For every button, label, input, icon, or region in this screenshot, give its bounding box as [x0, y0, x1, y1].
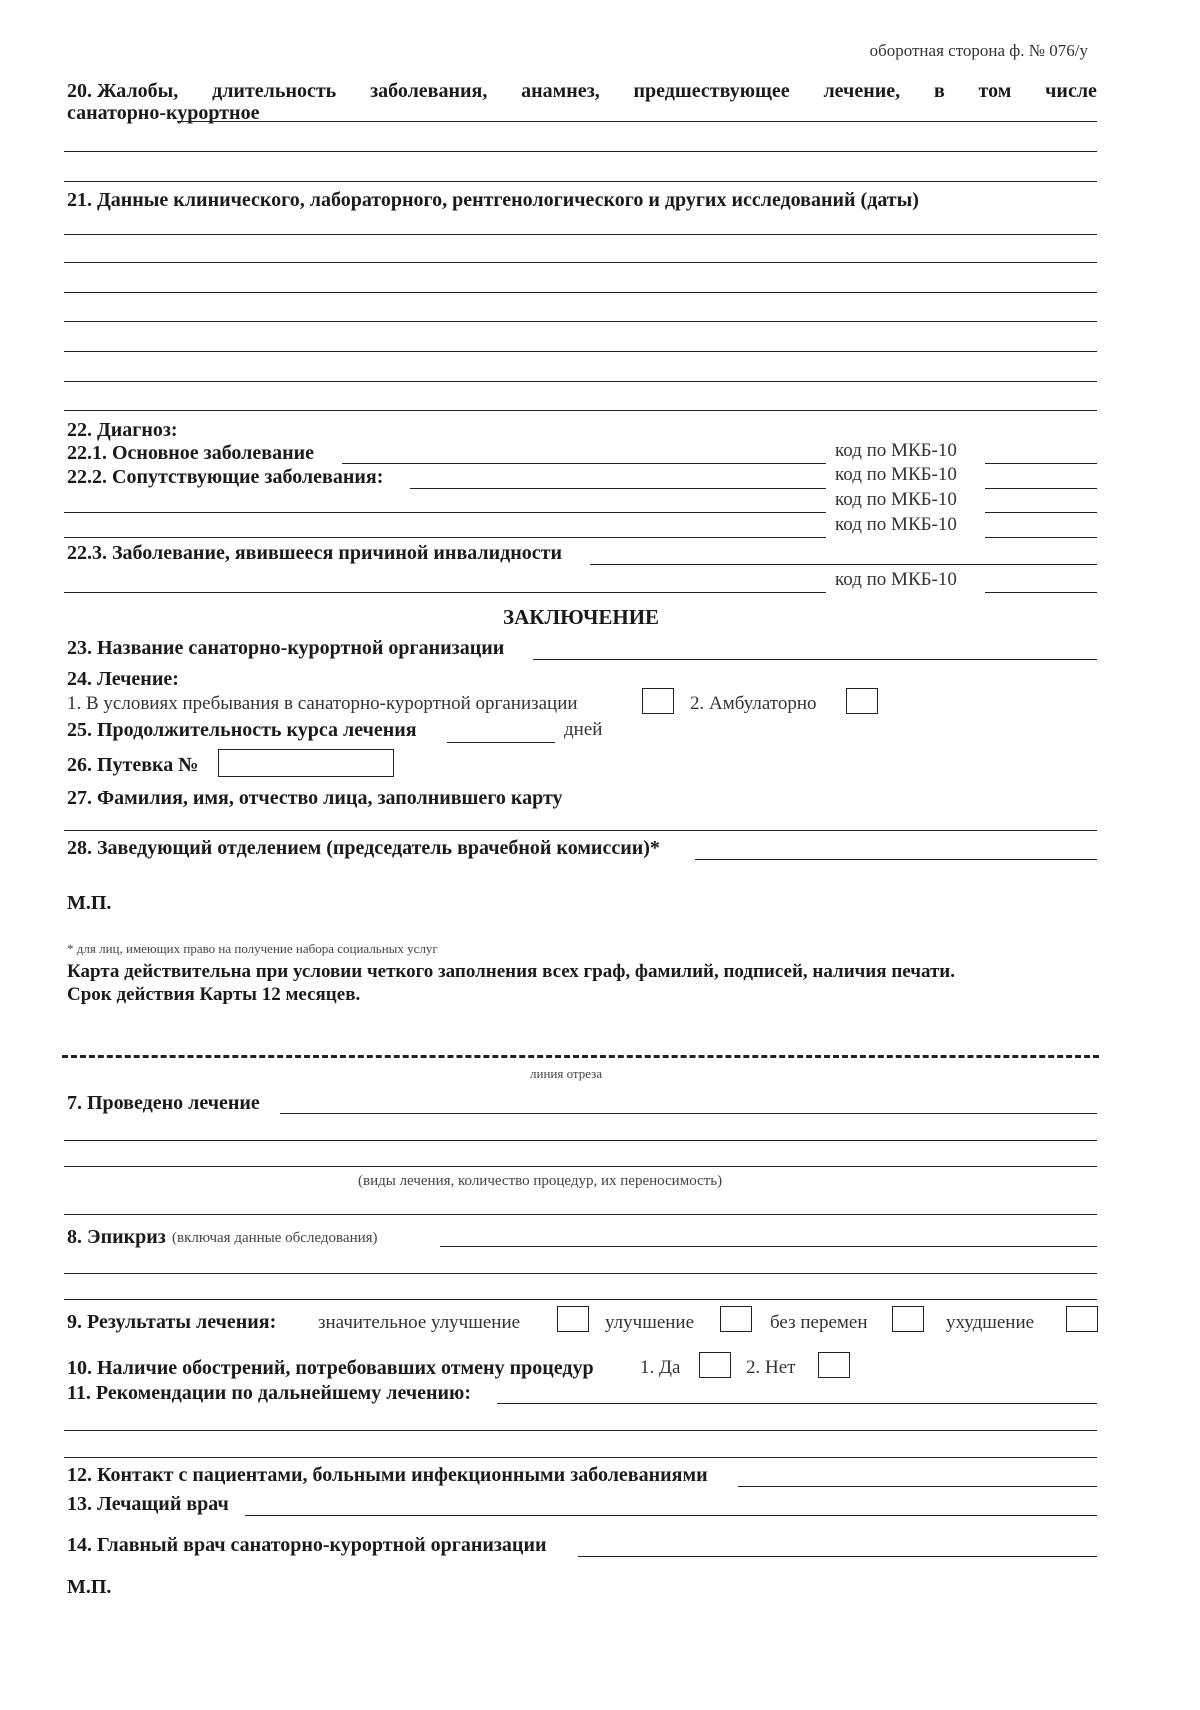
footnote: * для лиц, имеющих право на получение набора социальных услуг: [67, 941, 438, 956]
s9-option-no-change: без перемен: [770, 1312, 868, 1333]
s10-option-no: 2. Нет: [746, 1357, 796, 1378]
s11-label: 11. Рекомендации по дальнейшему лечению:: [67, 1382, 471, 1404]
s7-fill-line[interactable]: [64, 1166, 1097, 1167]
s12-label: 12. Контакт с пациентами, больными инфекционными заболеваниями: [67, 1464, 708, 1486]
s22-2-fill-line[interactable]: [410, 488, 826, 489]
s11-fill-line[interactable]: [64, 1430, 1097, 1431]
s7-note: (виды лечения, количество процедур, их переносимость): [358, 1173, 723, 1189]
s20-fill-line[interactable]: [64, 151, 1097, 152]
separator-line: [64, 1214, 1097, 1215]
s20-word: заболевания,: [370, 80, 488, 102]
s11-fill-line[interactable]: [497, 1403, 1097, 1404]
stamp-mark: М.П.: [67, 892, 112, 914]
s20-word: лечение,: [823, 80, 901, 102]
s10-label: 10. Наличие обострений, потребовавших отмену процедур: [67, 1357, 594, 1379]
s9-option-significant: значительное улучшение: [318, 1312, 521, 1333]
s8-fill-line[interactable]: [440, 1246, 1097, 1247]
s21-fill-line[interactable]: [64, 262, 1097, 263]
s20-word: в: [933, 80, 945, 102]
s22-heading: 22. Диагноз:: [67, 419, 178, 441]
s10-option-yes: 1. Да: [640, 1357, 681, 1378]
s20-heading-line: [67, 80, 1097, 103]
s20-word: предшествующее: [633, 80, 790, 102]
s26-label: 26. Путевка №: [67, 754, 199, 776]
s20-word: длительность: [212, 80, 337, 102]
s13-signature-line[interactable]: [245, 1515, 1097, 1516]
s22-2-fill-line[interactable]: [64, 537, 826, 538]
s21-fill-line[interactable]: [64, 292, 1097, 293]
s24-outpatient-checkbox[interactable]: [846, 688, 878, 714]
s24-option-sanatorium: 1. В условиях пребывания в санаторно-курортной организации: [67, 693, 578, 714]
icd-code-label: код по МКБ-10: [835, 489, 957, 510]
s21-heading: 21. Данные клинического, лабораторного, рентгенологического и других исследований (даты): [67, 189, 919, 211]
icd-code-label: код по МКБ-10: [835, 464, 957, 485]
s23-label: 23. Название санаторно-курортной организации: [67, 637, 505, 659]
s21-fill-line[interactable]: [64, 234, 1097, 235]
s10-yes-checkbox[interactable]: [699, 1352, 731, 1378]
s22-2-label: 22.2. Сопутствующие заболевания:: [67, 466, 384, 488]
s9-no-change-checkbox[interactable]: [892, 1306, 924, 1332]
s9-worse-checkbox[interactable]: [1066, 1306, 1098, 1332]
s22-2-fill-line[interactable]: [64, 512, 826, 513]
s24-sanatorium-checkbox[interactable]: [642, 688, 674, 714]
icd-code-field[interactable]: [985, 592, 1097, 593]
s21-fill-line[interactable]: [64, 381, 1097, 382]
s22-1-fill-line[interactable]: [342, 463, 826, 464]
s23-fill-line[interactable]: [533, 659, 1097, 660]
s20-word: числе: [1045, 80, 1097, 102]
cut-line: [62, 1055, 1099, 1058]
s14-label: 14. Главный врач санаторно-курортной организации: [67, 1534, 547, 1556]
s22-3-label: 22.3. Заболевание, явившееся причиной инвалидности: [67, 542, 563, 564]
s13-label: 13. Лечащий врач: [67, 1493, 229, 1515]
s10-no-checkbox[interactable]: [818, 1352, 850, 1378]
s8-note: (включая данные обследования): [172, 1230, 378, 1246]
s25-label: 25. Продолжительность курса лечения: [67, 719, 417, 741]
form-side-note: оборотная сторона ф. № 076/у: [869, 41, 1088, 60]
stamp-mark: М.П.: [67, 1576, 112, 1598]
icd-code-label: код по МКБ-10: [835, 440, 957, 461]
s7-fill-line[interactable]: [64, 1140, 1097, 1141]
validity-note: Карта действительна при условии четкого заполнения всех граф, фамилий, подписей, наличия печати.: [67, 961, 955, 982]
s7-label: 7. Проведено лечение: [67, 1092, 260, 1114]
s14-signature-line[interactable]: [578, 1556, 1097, 1557]
icd-code-field[interactable]: [985, 537, 1097, 538]
icd-code-field[interactable]: [985, 463, 1097, 464]
s20-word: 20. Жалобы,: [67, 80, 179, 102]
s27-fill-line[interactable]: [64, 830, 1097, 831]
s9-option-worse: ухудшение: [946, 1312, 1035, 1333]
s20-fill-line[interactable]: [64, 181, 1097, 182]
s21-fill-line[interactable]: [64, 410, 1097, 411]
s8-fill-line[interactable]: [64, 1273, 1097, 1274]
s12-fill-line[interactable]: [738, 1486, 1097, 1487]
s8-label: 8. Эпикриз: [67, 1226, 166, 1248]
s7-fill-line[interactable]: [280, 1113, 1097, 1114]
s22-3-fill-line[interactable]: [64, 592, 826, 593]
s8-fill-line[interactable]: [64, 1299, 1097, 1300]
s20-word: анамнез,: [521, 80, 600, 102]
s26-voucher-number-field[interactable]: [218, 749, 394, 777]
s22-1-label: 22.1. Основное заболевание: [67, 442, 314, 464]
s9-improvement-checkbox[interactable]: [720, 1306, 752, 1332]
s21-fill-line[interactable]: [64, 351, 1097, 352]
s20-fill-line[interactable]: [177, 121, 1097, 122]
s24-label: 24. Лечение:: [67, 668, 179, 690]
conclusion-title: ЗАКЛЮЧЕНИЕ: [503, 605, 660, 629]
icd-code-label: код по МКБ-10: [835, 569, 957, 590]
s25-days-field[interactable]: [447, 742, 555, 743]
s22-3-fill-line[interactable]: [590, 564, 1097, 565]
s20-word: том: [978, 80, 1012, 102]
icd-code-field[interactable]: [985, 488, 1097, 489]
icd-code-field[interactable]: [985, 512, 1097, 513]
s20-heading-cont: санаторно-курортное: [67, 102, 260, 124]
s9-option-improvement: улучшение: [605, 1312, 695, 1333]
s9-label: 9. Результаты лечения:: [67, 1311, 277, 1333]
s27-label: 27. Фамилия, имя, отчество лица, заполнившего карту: [67, 787, 563, 809]
icd-code-label: код по МКБ-10: [835, 514, 957, 535]
s11-fill-line[interactable]: [64, 1457, 1097, 1458]
s24-option-outpatient: 2. Амбулаторно: [690, 693, 817, 714]
s28-label: 28. Заведующий отделением (председатель врачебной комиссии)*: [67, 837, 660, 859]
cut-line-label: линия отреза: [530, 1066, 603, 1081]
s9-significant-checkbox[interactable]: [557, 1306, 589, 1332]
s25-days-unit: дней: [564, 719, 603, 740]
s28-signature-line[interactable]: [695, 859, 1097, 860]
validity-term: Срок действия Карты 12 месяцев.: [67, 984, 361, 1005]
s21-fill-line[interactable]: [64, 321, 1097, 322]
